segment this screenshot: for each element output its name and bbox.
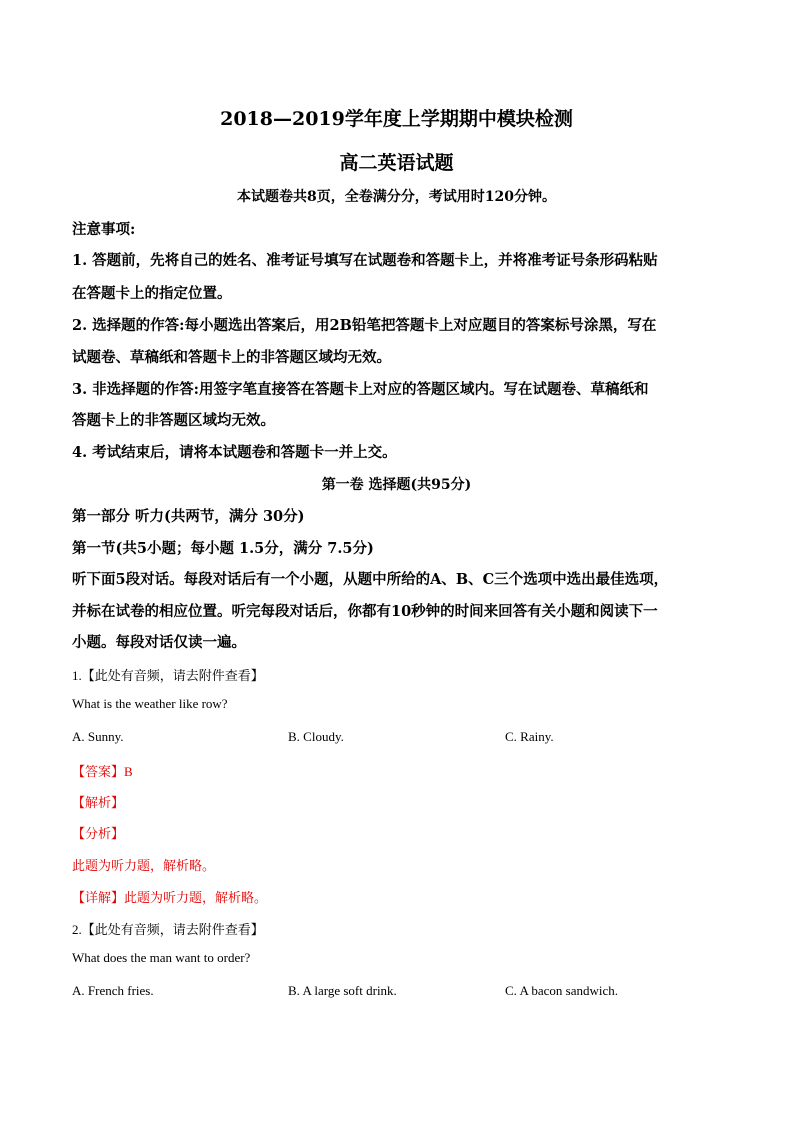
notes-heading: 注意事项: [72,221,136,238]
q1-option-b: B. Cloudy. [288,729,344,744]
exam-info: 本试题卷共8页，全卷满分分，考试用时120分钟。 [237,189,556,205]
section-heading: 第一节(共5小题；每小题 1.5分，满分 7.5分) [72,540,374,557]
q2-option-c: C. A bacon sandwich. [505,983,619,998]
q2-option-b: B. A large soft drink. [288,983,397,998]
instructions-line-3: 小题。每段对话仅读一遍。 [72,634,246,651]
q1-answer: 【答案】B [72,764,133,779]
q1-option-a: A. Sunny. [72,729,124,744]
q1-fenxi-text: 此题为听力题，解析略。 [72,858,216,873]
exam-subtitle: 高二英语试题 [339,152,454,174]
note-item-3-line-2: 答题卡上的非答题区域均无效。 [72,412,275,429]
note-item-1-line-1: 1. 答题前，先将自己的姓名、准考证号填写在试题卷和答题卡上，并将准考证号条形码粘贴 [72,252,658,269]
instructions-line-2: 并标在试卷的相应位置。听完每段对话后，你都有10秒钟的时间来回答有关小题和阅读下一 [72,603,658,620]
note-item-1-line-2: 在答题卡上的指定位置。 [72,285,232,302]
note-item-2-line-1: 2. 选择题的作答:每小题选出答案后，用2B铅笔把答题卡上对应题目的答案标号涂黑，写在 [72,317,657,334]
q2-option-a: A. French fries. [72,983,154,998]
q1-detail: 【详解】此题为听力题，解析略。 [72,890,268,905]
note-item-4: 4. 考试结束后，请将本试题卷和答题卡一并上交。 [72,444,397,461]
q2-stem: What does the man want to order? [72,950,251,965]
q1-audio-note: 1.【此处有音频，请去附件查看】 [72,668,264,683]
q2-audio-note: 2.【此处有音频，请去附件查看】 [72,922,264,937]
part-heading: 第一部分 听力(共两节，满分 30分) [72,508,305,525]
instructions-line-1: 听下面5段对话。每段对话后有一个小题，从题中所给的A、B、C三个选项中选出最佳选项， [72,571,669,588]
note-item-2-line-2: 试题卷、草稿纸和答题卡上的非答题区域均无效。 [72,349,391,366]
q1-fenxi-label: 【分析】 [72,826,125,841]
q1-analysis-label: 【解析】 [72,795,125,810]
q1-option-c: C. Rainy. [505,729,554,744]
q1-stem: What is the weather like row? [72,696,228,711]
volume-heading: 第一卷 选择题(共95分) [321,477,472,493]
exam-title: 2018—2019学年度上学期期中模块检测 [220,108,573,130]
note-item-3-line-1: 3. 非选择题的作答:用签字笔直接答在答题卡上对应的答题区域内。写在试题卷、草稿纸和 [72,381,649,398]
